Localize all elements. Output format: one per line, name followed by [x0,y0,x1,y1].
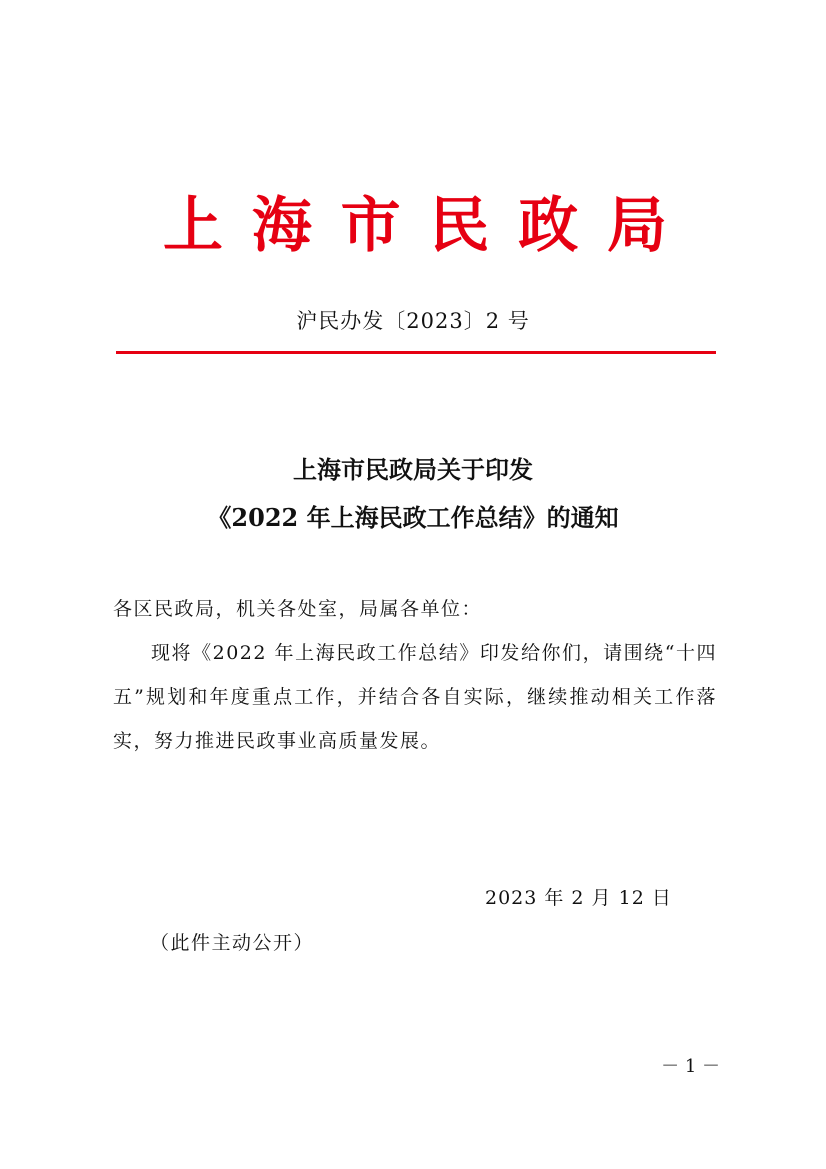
issuer-header [113,186,717,266]
issuer-char: 海 [251,191,312,261]
issue-date: 2023 年 2 月 12 日 [485,887,672,909]
issuer-char: 民 [429,191,490,261]
document-title-line-1: 上海市民政局关于印发 [293,455,533,484]
issuer-char: 局 [606,191,667,261]
issuer-char: 政 [518,191,579,261]
red-divider-line [116,351,716,354]
salutation: 各区民政局，机关各处室，局属各单位： [113,598,483,620]
issuer-char: 上 [163,191,223,261]
disclosure-note: （此件主动公开） [150,932,315,954]
document-number: 沪民办发〔2023〕2 号 [296,309,530,333]
body-paragraph: 现将《2022 年上海民政工作总结》印发给你们，请围绕“十四五”规划和年度重点工作，并结合各自实际，继续推动相关工作落实，努力推进民政事业高质量发展。 [113,642,717,752]
issuer-char: 市 [340,191,401,261]
page-number: － 1 － [661,1056,720,1077]
document-title-line-2: 《2022 年上海民政工作总结》的通知 [207,503,619,532]
